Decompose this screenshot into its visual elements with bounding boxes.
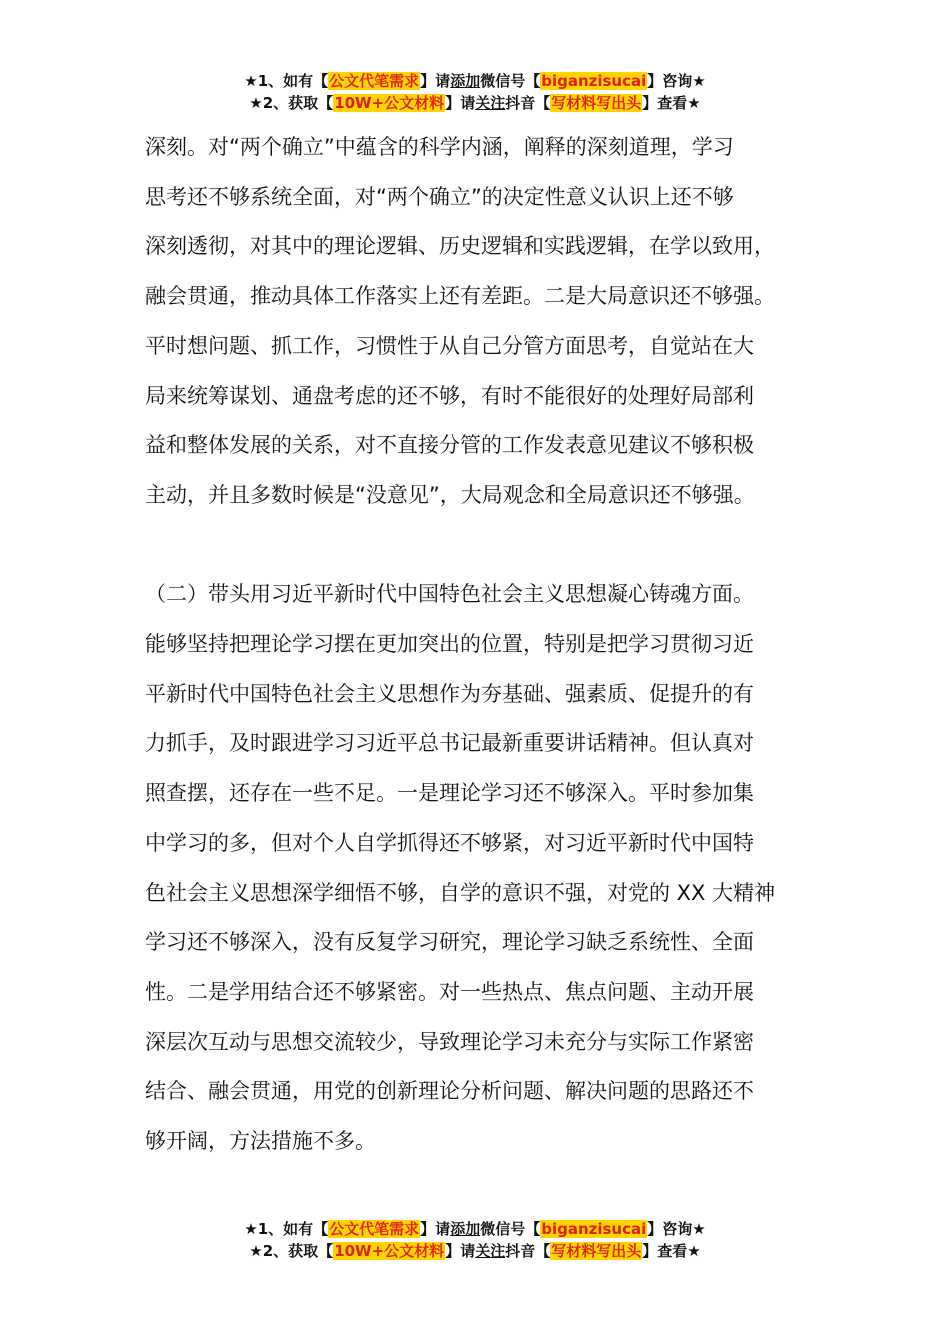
- header-banner: [0, 70, 950, 114]
- text-line: 色社会主义思想深学细悟不够，自学的意识不强，对党的 XX 大精神: [145, 880, 776, 905]
- text-line: 够开阔，方法措施不多。: [145, 1129, 376, 1154]
- highlight-materials: 10W+公文材料: [334, 94, 445, 112]
- text-line: 力抓手，及时跟进学习习近平总书记最新重要讲话精神。但认真对: [145, 731, 754, 756]
- document-body: [145, 123, 835, 1167]
- highlight-service: 公文代笔需求: [329, 72, 420, 90]
- highlight-service: 公文代笔需求: [329, 1220, 420, 1238]
- text-line: 性。二是学用结合还不够紧密。对一些热点、焦点问题、主动开展: [145, 979, 754, 1004]
- text-line: 深刻。对“两个确立”中蕴含的科学内涵，阐释的深刻道理，学习: [145, 135, 734, 159]
- highlight-materials: 10W+公文材料: [334, 1242, 445, 1260]
- text-line: 结合、融会贯通，用党的创新理论分析问题、解决问题的思路还不: [145, 1079, 754, 1104]
- banner-line-1: ★1、如有【公文代笔需求】请添加微信号【biganzisucai】咨询★: [244, 1220, 706, 1238]
- section-heading: （二）带头用习近平新时代中国特色社会主义思想凝心铸魂方面。: [145, 582, 754, 607]
- footer-banner: [0, 1218, 950, 1262]
- banner-line-2: ★2、获取【10W+公文材料】请关注抖音【写材料写出头】查看★: [249, 94, 701, 112]
- paragraph-1: [145, 123, 835, 521]
- text-line: 局来统筹谋划、通盘考虑的还不够，有时不能很好的处理好局部利: [145, 383, 754, 408]
- text-line: 平新时代中国特色社会主义思想作为夯基础、强素质、促提升的有: [145, 681, 754, 706]
- text-line: 学习还不够深入，没有反复学习研究，理论学习缺乏系统性、全面: [145, 930, 754, 955]
- highlight-wechat-id: biganzisucai: [541, 1220, 647, 1238]
- highlight-douyin: 写材料写出头: [551, 94, 642, 112]
- text-line: 益和整体发展的关系，对不直接分管的工作发表意见建议不够积极: [145, 433, 754, 458]
- banner-line-2: ★2、获取【10W+公文材料】请关注抖音【写材料写出头】查看★: [249, 1242, 701, 1260]
- paragraph-2: [145, 570, 835, 1166]
- text-line: 照查摆，还存在一些不足。一是理论学习还不够深入。平时参加集: [145, 781, 754, 806]
- text-line: 能够坚持把理论学习摆在更加突出的位置，特别是把学习贯彻习近: [145, 632, 754, 657]
- highlight-douyin: 写材料写出头: [551, 1242, 642, 1260]
- text-line: 主动，并且多数时候是“没意见”，大局观念和全局意识还不够强。: [145, 482, 755, 507]
- text-line: 融会贯通，推动具体工作落实上还有差距。二是大局意识还不够强。: [145, 284, 775, 309]
- text-line: 平时想问题、抓工作，习惯性于从自己分管方面思考，自觉站在大: [145, 333, 754, 358]
- text-line: 深刻透彻，对其中的理论逻辑、历史逻辑和实践逻辑，在学以致用，: [145, 234, 775, 259]
- text-line: 中学习的多，但对个人自学抓得还不够紧，对习近平新时代中国特: [145, 830, 754, 855]
- paragraph-gap: [145, 521, 835, 571]
- text-line: 思考还不够系统全面，对“两个确立”的决定性意义认识上还不够: [145, 184, 734, 209]
- banner-line-1: ★1、如有【公文代笔需求】请添加微信号【biganzisucai】咨询★: [244, 72, 706, 90]
- text-line: 深层次互动与思想交流较少，导致理论学习未充分与实际工作紧密: [145, 1029, 754, 1054]
- highlight-wechat-id: biganzisucai: [541, 72, 647, 90]
